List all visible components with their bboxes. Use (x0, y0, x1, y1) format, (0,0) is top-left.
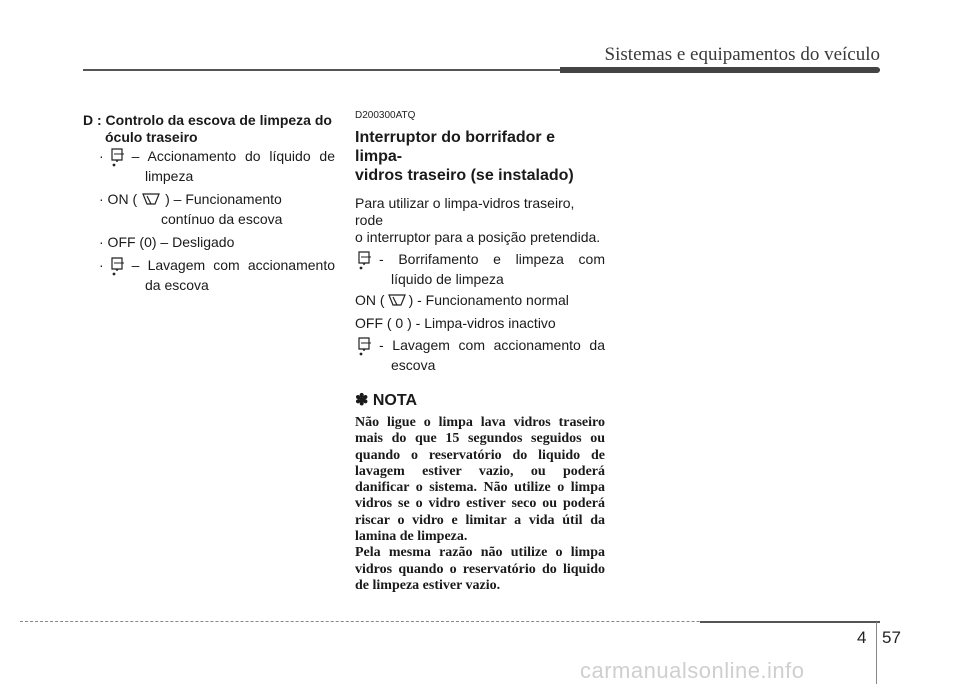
note-line: Pela mesma razão não utilize o limpa (355, 545, 605, 561)
item-text: da escova (145, 277, 209, 293)
note-title: ✽ NOTA (355, 392, 417, 409)
note-line: riscar o vidro e limitar a vida útil da (355, 512, 605, 528)
header-rule-accent (560, 67, 880, 73)
note-line: quando o reservatório do liquido de (355, 447, 605, 463)
item-prefix: · ON ( (99, 191, 138, 207)
item-text: líquido de limpeza (391, 271, 504, 287)
item-text: ) - Funcionamento normal (408, 292, 569, 308)
item-text: limpeza (145, 168, 194, 184)
page-header-title: Sistemas e equipamentos do veículo (604, 44, 880, 65)
washer-fluid-icon (355, 335, 375, 357)
intro-line: Para utilizar o limpa-vidros traseiro, rode (355, 195, 575, 228)
item-text: - Borrifamento e limpeza com (379, 251, 605, 267)
left-item-wash (83, 257, 335, 294)
note-line: vidros quando o reservatório do liquido (355, 561, 605, 577)
footer-separator (876, 622, 877, 684)
item-text: escova (391, 357, 436, 373)
item-text: - Lavagem com accionamento da (379, 337, 605, 353)
note-line: mais do que 15 segundos seguidos ou (355, 431, 605, 447)
wiper-icon (141, 189, 161, 211)
left-item-on (83, 191, 335, 228)
section-code: D200300ATQ (355, 110, 416, 121)
section-title-line: vidros traseiro (se instalado) (355, 167, 574, 184)
wiper-icon (387, 290, 407, 312)
intro-paragraph (355, 195, 605, 246)
note-line: vidros se o vidro estiver seco ou poderá (355, 496, 605, 512)
item-prefix: ON ( (355, 292, 385, 308)
intro-line: o interruptor para a posição pretendida. (355, 229, 601, 245)
note-body (355, 415, 605, 594)
note-line: lamina de limpeza. (355, 529, 468, 545)
washer-fluid-icon (355, 249, 375, 271)
chapter-number: 4 (857, 628, 867, 647)
item-prefix: · (99, 257, 104, 273)
item-text: ) – Funcionamento (165, 191, 282, 207)
left-item-off: · OFF (0) – Desligado (99, 234, 235, 250)
watermark: carmanualsonline.info (580, 658, 805, 683)
right-item-wash (355, 337, 605, 374)
left-heading (83, 112, 335, 146)
note-line: danificar o sistema. Não utilize o limpa (355, 480, 605, 496)
section-title (355, 128, 605, 185)
footer-rule-accent (700, 621, 880, 623)
right-column (355, 110, 605, 594)
note-line: lavagem estiver vazio, ou poderá (355, 463, 605, 479)
section-title-line: Interruptor do borrifador e limpa- (355, 129, 555, 165)
right-item-off: OFF ( 0 ) - Limpa-vidros inactivo (355, 315, 556, 331)
right-item-on (355, 292, 605, 312)
item-text: contínuo da escova (161, 211, 283, 227)
item-text: – Accionamento do líquido de (131, 148, 335, 164)
item-prefix: · (99, 148, 104, 164)
right-item-spray (355, 251, 605, 288)
page-number: 57 (882, 628, 901, 647)
washer-fluid-icon (108, 146, 128, 168)
left-heading-line: D : Controlo da escova de limpeza do (83, 112, 332, 128)
left-item-washer (83, 148, 335, 185)
left-column (83, 112, 335, 294)
left-heading-line: óculo traseiro (105, 129, 198, 145)
note-line: de limpeza estiver vazio. (355, 577, 501, 593)
item-text: – Lavagem com accionamento (131, 257, 335, 273)
note-line: Não ligue o limpa lava vidros traseiro (355, 415, 605, 430)
washer-fluid-icon (108, 255, 128, 277)
